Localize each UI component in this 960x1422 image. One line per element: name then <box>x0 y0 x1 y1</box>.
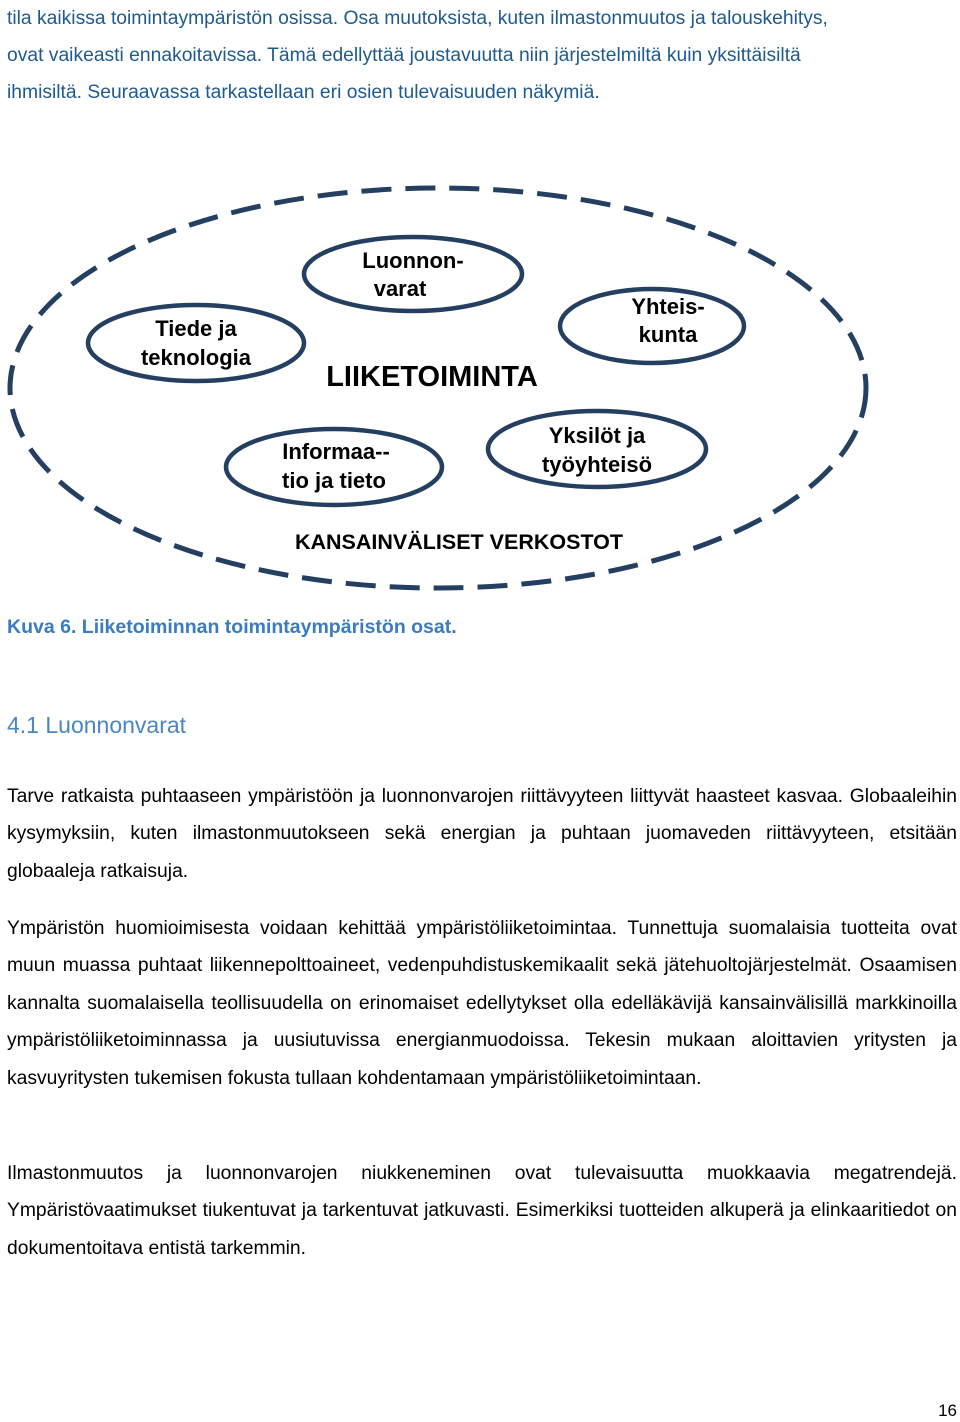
bubble-yksilot-line1: Yksilöt ja <box>548 423 646 448</box>
business-environment-diagram <box>0 160 960 600</box>
bubble-informaatio-ja-tieto <box>226 429 442 505</box>
bubble-tiede-line1: Tiede ja <box>155 316 237 341</box>
intro-line: ovat vaikeasti ennakoitavissa. Tämä edellyttää joustavuutta niin järjestelmiltä kuin yksittäisiltä <box>7 45 801 66</box>
paragraph: Tarve ratkaista puhtaaseen ympäristöön ja luonnonvarojen riittävyyteen liittyvät haasteet kasvaa. Globaaleihin kysymyksiin, kuten ilmastonmuutokseen sekä energian ja puhtaan juomaveden riittävyyteen, etsitään globaaleja ratkaisuja. <box>7 786 957 882</box>
bubble-informaatio-line2: tio ja tieto <box>282 468 386 493</box>
bubble-luonnonvarat-line2: varat <box>373 276 427 301</box>
bubble-yhteiskunta-line2: kunta <box>638 322 698 347</box>
section-heading: 4.1 Luonnonvarat <box>7 712 187 738</box>
intro-paragraph <box>7 0 957 111</box>
bubble-tiede-line2: teknologia <box>140 345 252 370</box>
intro-line: tila kaikissa toimintaympäristön osissa. Osa muutoksista, kuten ilmastonmuutos ja talouskehitys, <box>7 8 828 29</box>
bubble-yksilot-line2: työyhteisö <box>541 452 653 477</box>
bubble-yksilot-ja-tyoyhteiso <box>488 411 706 487</box>
bubble-informaatio-line1: Informaa-- <box>282 439 390 464</box>
center-label-liiketoiminta: LIIKETOIMINTA <box>326 361 538 393</box>
bubble-luonnonvarat-line1: Luonnon- <box>362 248 464 273</box>
paragraph: Ilmastonmuutos ja luonnonvarojen niukkeneminen ovat tulevaisuutta muokkaavia megatrendejä. Ympäristövaatimukset tiukentuvat ja tarkentuvat jatkuvasti. Esimerkiksi tuotteiden alkuperä ja elinkaaritiedot on dokumentoitava entistä tarkemmin. <box>7 1163 957 1259</box>
bubble-luonnonvarat <box>304 237 522 311</box>
intro-line: ihmisiltä. Seuraavassa tarkastellaan eri osien tulevaisuuden näkymiä. <box>7 82 600 103</box>
bubble-tiede-ja-teknologia <box>88 305 304 381</box>
outer-label-kansainvaliset-verkostot: KANSAINVÄLISET VERKOSTOT <box>294 530 624 554</box>
bubble-yhteiskunta-line1: Yhteis- <box>631 294 705 319</box>
figure-caption: Kuva 6. Liiketoiminnan toimintaympäristön osat. <box>7 616 457 638</box>
paragraph: Ympäristön huomioimisesta voidaan kehittää ympäristöliiketoimintaa. Tunnettuja suomalaisia tuotteita ovat muun muassa puhtaat liikennepolttoaineet, vedenpuhdistuskemikaalit sekä jätehuoltojärjestelmät. Osaamisen kannalta suomalaisella teollisuudella on erinomaiset edellytykset olla edelläkävijä kansainvälisillä markkinoilla ympäristöliiketoiminnassa ja uusiutuvissa energianmuodoissa. Tekesin mukaan aloittavien yritysten ja kasvuyritysten tukemisen fokusta tullaan kohdentamaan ympäristöliiketoimintaan. <box>7 918 957 1089</box>
page-number: 16 <box>938 1401 957 1420</box>
bubble-yhteiskunta <box>560 289 744 363</box>
